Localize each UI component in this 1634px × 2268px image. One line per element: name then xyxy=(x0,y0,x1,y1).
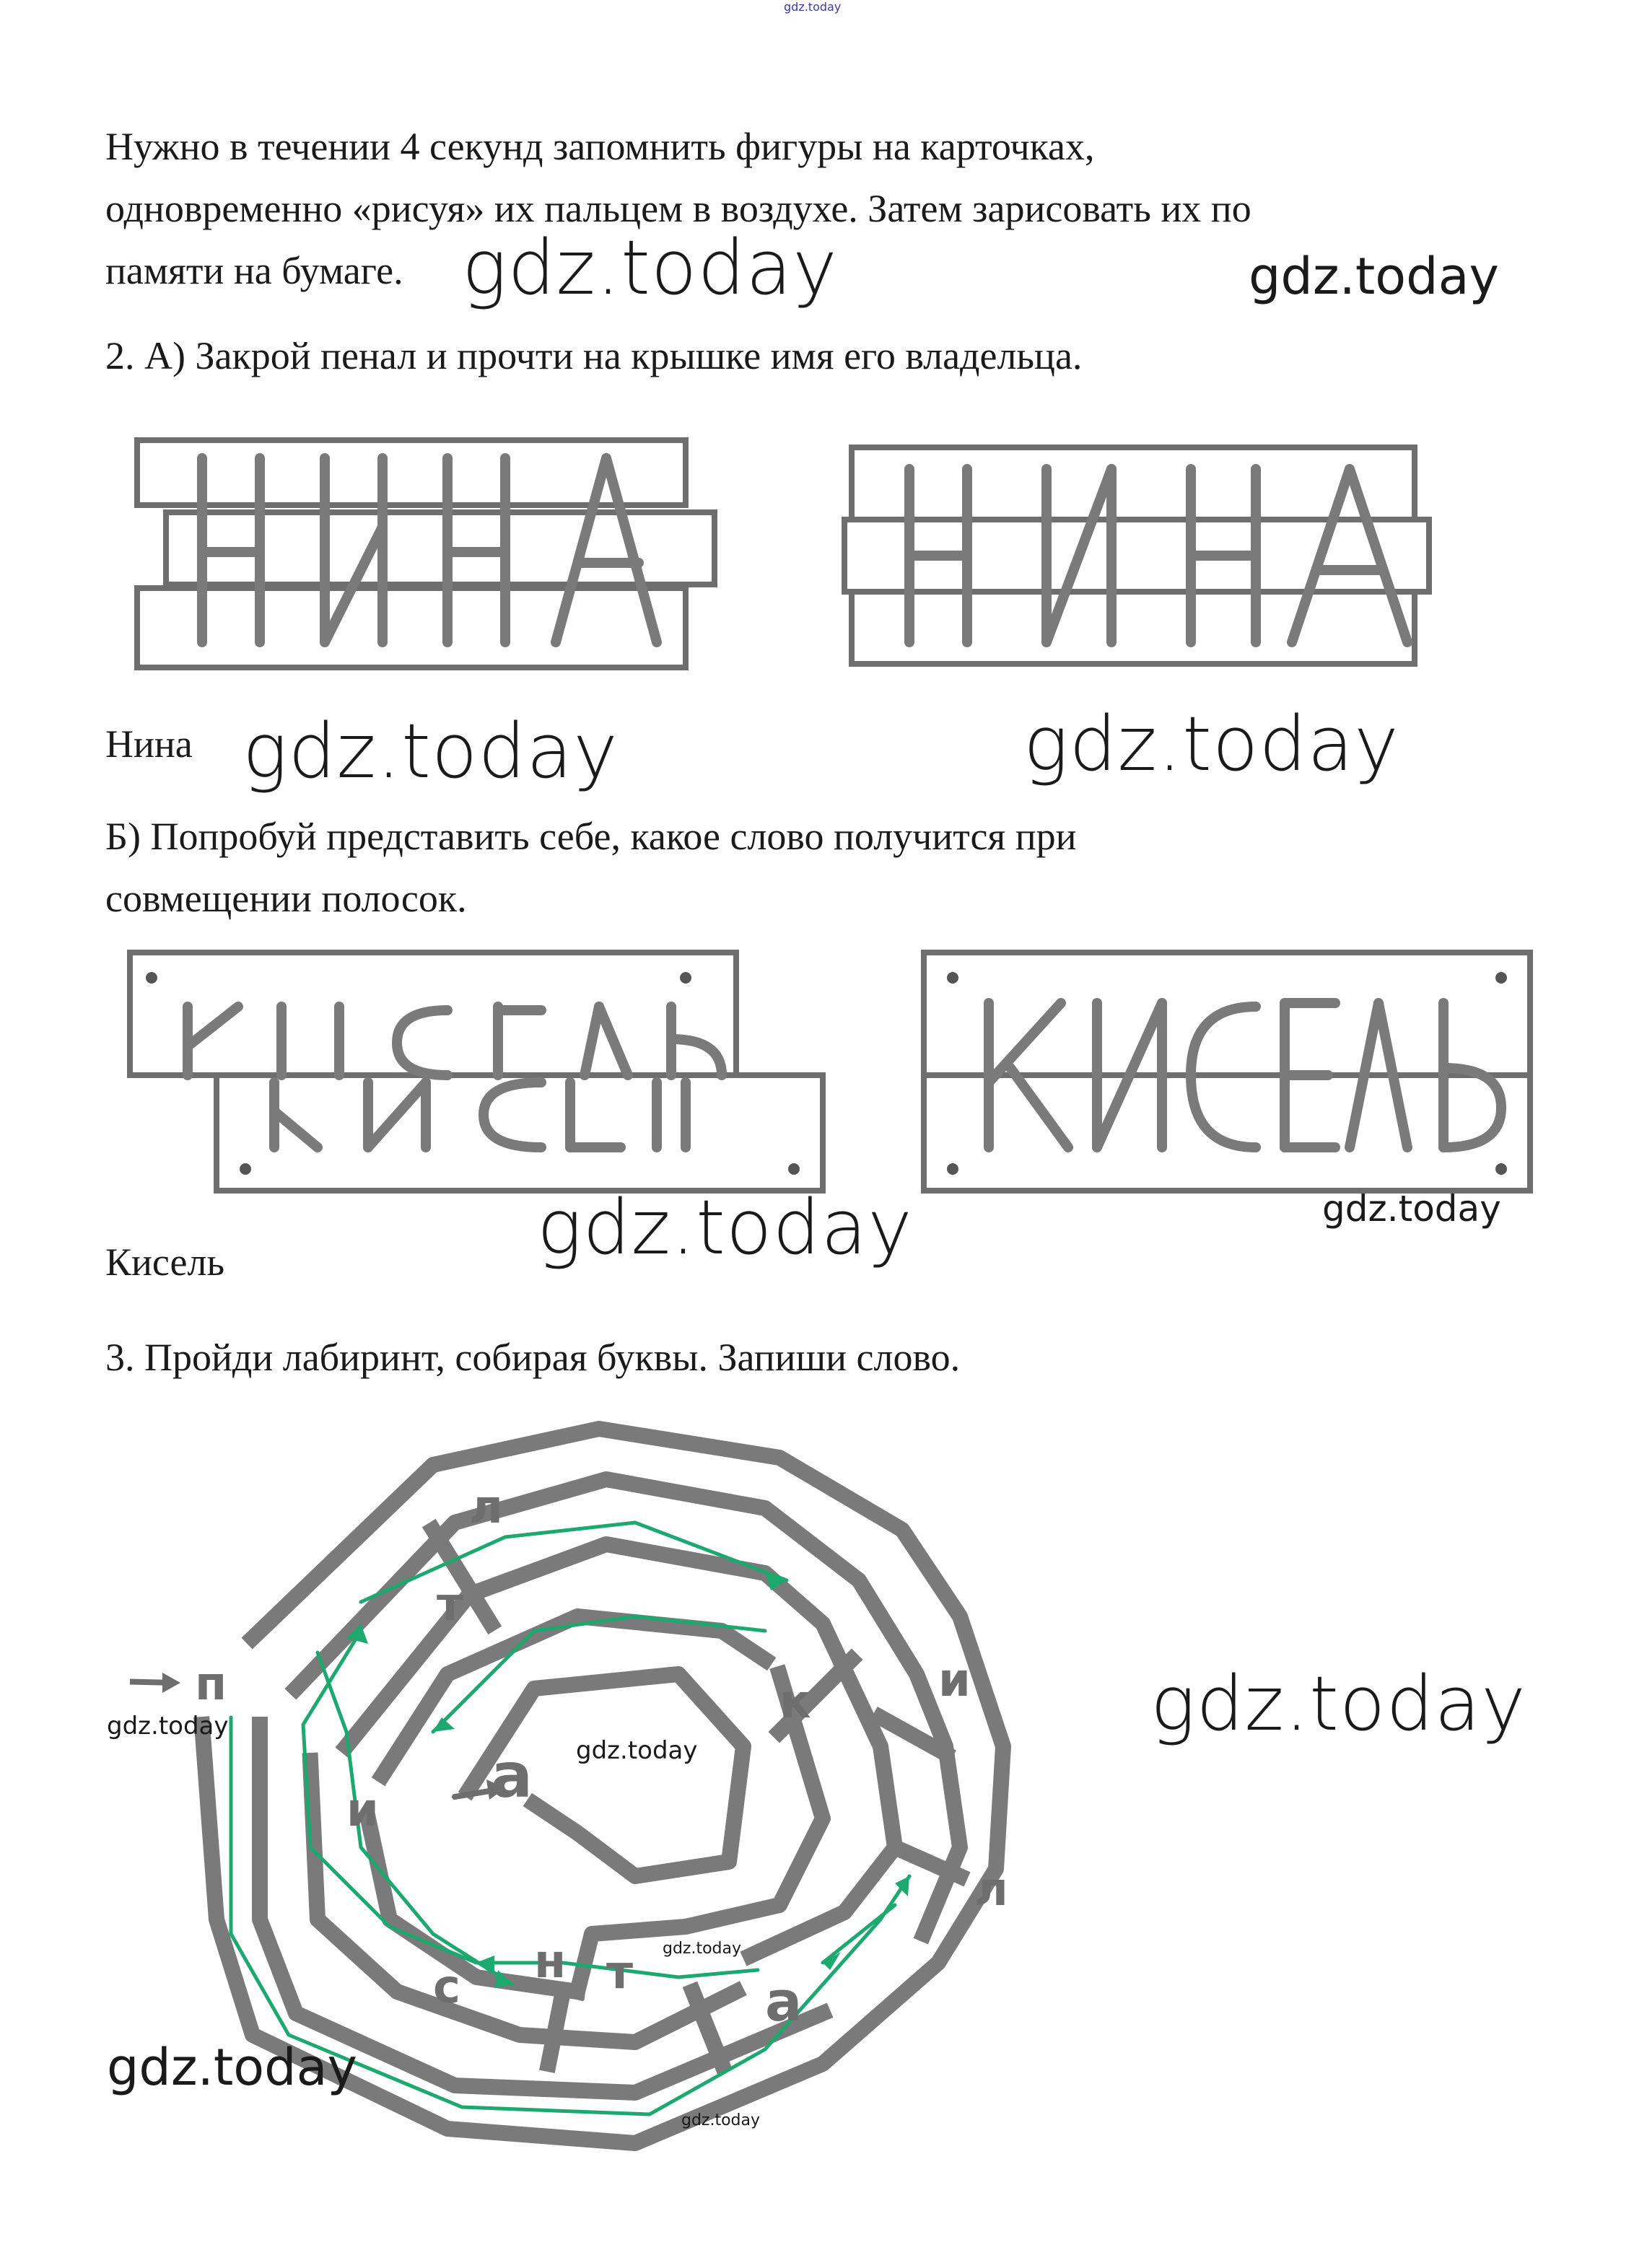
watermark: gdz.today xyxy=(462,224,838,312)
card-strip-bottom xyxy=(137,588,686,667)
answer-2a: Нина xyxy=(105,722,193,766)
maze-letter: л xyxy=(974,1863,1008,1917)
watermark: gdz.today xyxy=(107,2038,357,2097)
instruction-line-2: одновременно «рисуя» их пальцем в воздухе. Затем зарисовать их по xyxy=(105,187,1251,230)
maze-letter: и xyxy=(938,1654,971,1707)
maze-letter: н xyxy=(534,1935,567,1989)
watermark: gdz.today xyxy=(576,1736,698,1765)
card-aligned-bottom xyxy=(852,592,1415,664)
watermark: gdz.today xyxy=(1322,1188,1501,1230)
task-2a: 2. А) Закрой пенал и прочти на крышке имя его владельца. xyxy=(105,334,1083,377)
watermark-top: gdz.today xyxy=(784,0,842,14)
watermark: gdz.today xyxy=(663,1940,742,1958)
pencil-case-figure xyxy=(108,426,1436,686)
watermark: gdz.today xyxy=(1023,700,1399,788)
watermark: gdz.today xyxy=(681,2111,761,2129)
task-2b-line-1: Б) Попробуй представить себе, какое слово получится при xyxy=(105,815,1077,858)
answer-2b: Кисель xyxy=(105,1240,225,1284)
strips-figure xyxy=(108,938,1552,1205)
watermark: gdz.today xyxy=(243,707,619,795)
maze-letter: л xyxy=(469,1481,503,1534)
watermark: gdz.today xyxy=(1249,247,1499,306)
task-2b-line-2: совмещении полосок. xyxy=(105,877,467,920)
task-3: 3. Пройди лабиринт, собирая буквы. Запиши слово. xyxy=(105,1336,961,1379)
maze-letter: к xyxy=(779,1676,811,1729)
watermark: gdz.today xyxy=(107,1712,229,1741)
maze-letter: т xyxy=(437,1578,464,1632)
card-aligned-top xyxy=(852,447,1415,520)
maze-letter: а xyxy=(491,1740,533,1812)
watermark: gdz.today xyxy=(1150,1660,1526,1748)
maze-letter: с xyxy=(433,1961,460,2014)
maze-letter: т xyxy=(606,1946,634,2000)
watermark: gdz.today xyxy=(537,1183,913,1271)
instruction-line-1: Нужно в течении 4 секунд запомнить фигуры на карточках, xyxy=(105,125,1095,168)
maze-letter: п xyxy=(195,1658,227,1711)
maze-letter: и xyxy=(346,1784,379,1837)
maze-letter: а xyxy=(765,1969,803,2033)
instruction-line-3: памяти на бумаге. xyxy=(105,249,403,292)
